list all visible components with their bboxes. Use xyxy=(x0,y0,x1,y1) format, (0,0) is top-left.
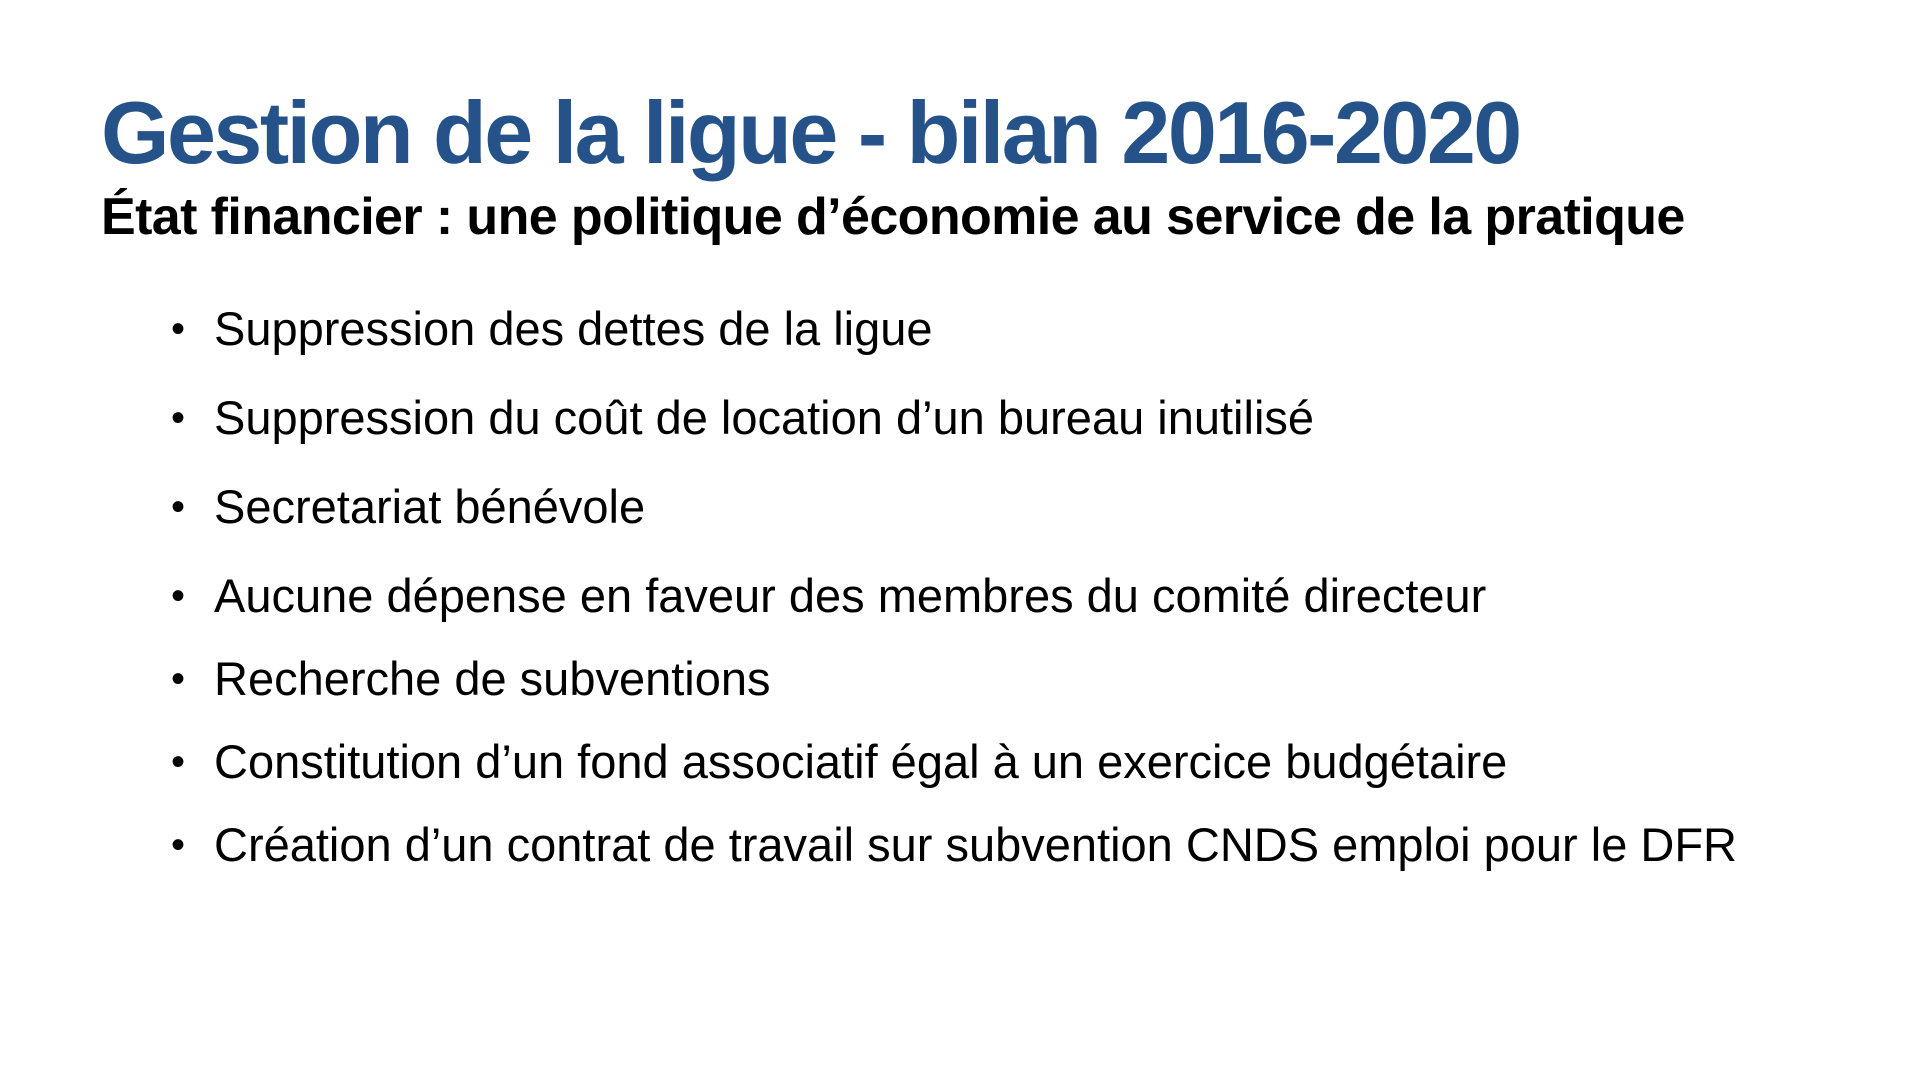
slide-subtitle: État financier : une politique d’économie au service de la pratique xyxy=(101,188,1685,246)
bullet-icon: • xyxy=(170,657,185,701)
bullet-icon: • xyxy=(170,307,185,351)
bullet-icon: • xyxy=(170,574,185,618)
bullet-text: Suppression des dettes de la ligue xyxy=(214,302,933,355)
bullet-icon: • xyxy=(170,485,185,529)
bullet-text: Constitution d’un fond associatif égal à un exercice budgétaire xyxy=(214,735,1508,788)
slide-title: Gestion de la ligue - bilan 2016-2020 xyxy=(101,83,1520,182)
bullet-icon: • xyxy=(170,396,185,440)
bullet-icon: • xyxy=(170,740,185,784)
bullet-text: Création d’un contrat de travail sur subvention CNDS emploi pour le DFR xyxy=(214,818,1737,871)
bullet-text: Recherche de subventions xyxy=(214,652,771,705)
bullet-text: Aucune dépense en faveur des membres du comité directeur xyxy=(214,569,1487,622)
bullet-icon: • xyxy=(170,823,185,867)
bullet-text: Secretariat bénévole xyxy=(214,480,646,533)
bullet-text: Suppression du coût de location d’un bureau inutilisé xyxy=(214,391,1315,444)
